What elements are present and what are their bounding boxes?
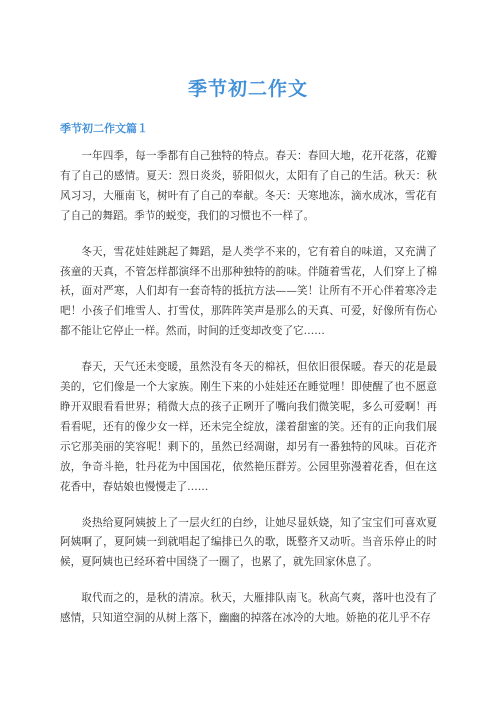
- paragraph-5: 取代而之的，是秋的清凉。秋天，大雁排队南飞。秋高气爽，落叶也没有了感情，只知道空洞的从树上落下，幽幽的掉落在冰冷的大地。娇艳的花儿乎不存: [60, 592, 437, 625]
- paragraph-2: 冬天，雪花娃娃跳起了舞蹈，是人类学不来的，它有着自的味道，又充满了孩童的天真，不管怎样都演绎不出那种独特的韵味。伴随着雪花，人们穿上了棉袄，面对严寒，人们却有一套奇特的抵抗方法——笑！让所有不开心伴着寒冷走吧！小孩子们堆雪人、打雪仗，那阵阵笑声是那么的天真、可爱，好像所有伤心都不能让它停止一样。然而，时间的迁变却改变了它……: [60, 245, 437, 338]
- paragraph-3: 春天，天气还未变暖，虽然没有冬天的棉袄，但依旧很保暖。春天的花是最美的，它们像是一个大家族。刚生下来的小娃娃还在睡觉哩！即使醒了也不愿意睁开双眼看看世界；稍微大点的孩子正咧开了嘴向我们微笑呢，多么可爱啊！再看看呢，还有的像少女一样，还未完全绽放，漾着甜蜜的笑。还有的正向我们展示它那美丽的笑容呢！剩下的，虽然已经凋谢，却另有一番独特的风味。百花齐放，争奇斗艳，牡丹花为中国国花，依然艳压群芳。公园里弥漫着花香，但在这花香中，春姑娘也慢慢走了……: [60, 361, 437, 493]
- section-heading: 季节初二作文篇１: [60, 122, 148, 135]
- document-title: 季节初二作文: [187, 78, 308, 100]
- paragraph-4: 炎热给夏阿姨披上了一层火红的白纱，让她尽显妖娆，知了宝宝们可喜欢夏阿姨啊了，夏阿姨一到就唱起了编排已久的歌，既整齐又动听。当音乐停止的时候，夏阿姨也已经环着中国绕了一圈了，也累了，就先回家休息了。: [60, 516, 437, 569]
- article-body: [60, 147, 437, 645]
- paragraph-1: 一年四季，每一季都有自己独特的特点。春天：春回大地，花开花落，花瓣有了自己的感情。夏天：烈日炎炎，骄阳似火，太阳有了自己的生活。秋天：秋风习习，大雁南飞，树叶有了自己的奉献。冬天：天寒地冻，滴水成冰，雪花有了自己的舞蹈。季节的蜕变，我们的习惯也不一样了。: [60, 150, 437, 222]
